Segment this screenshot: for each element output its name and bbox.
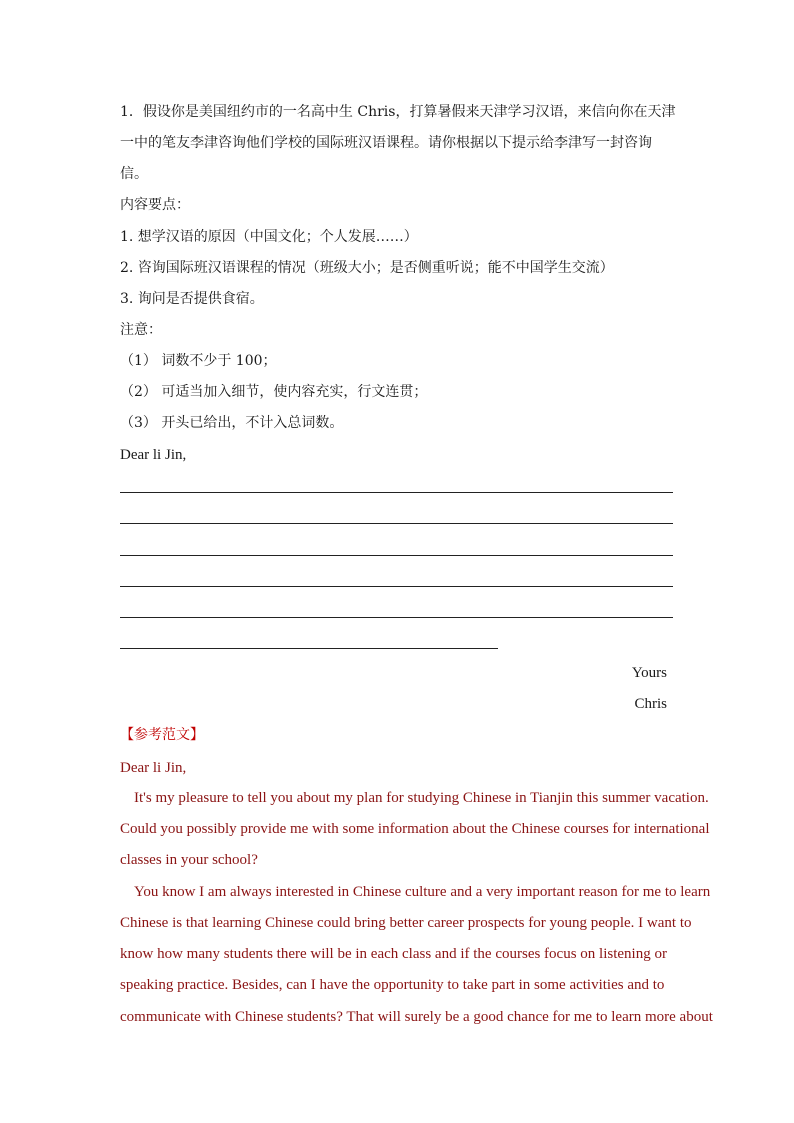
answer-line bbox=[120, 523, 673, 524]
question-line-1: 1．假设你是美国纽约市的一名高中生 Chris，打算暑假来天津学习汉语，来信向你在天津 bbox=[120, 104, 676, 120]
essay-line: Could you possibly provide me with some information about the Chinese courses for international bbox=[120, 821, 710, 837]
answer-line bbox=[120, 586, 673, 587]
note-1: （1） 词数不少于 100； bbox=[120, 353, 277, 369]
essay-line: Chinese is that learning Chinese could bring better career prospects for young people. I want to bbox=[120, 915, 692, 931]
answer-line bbox=[120, 617, 673, 618]
question-line-3: 信。 bbox=[120, 166, 148, 182]
essay-line: It's my pleasure to tell you about my plan for studying Chinese in Tianjin this summer vacation. bbox=[134, 790, 709, 806]
essay-line: know how many students there will be in each class and if the courses focus on listening or bbox=[120, 946, 667, 962]
content-point-3: 3. 询问是否提供食宿。 bbox=[120, 291, 264, 307]
notes-heading: 注意： bbox=[120, 322, 162, 338]
essay-line: You know I am always interested in Chinese culture and a very important reason for me to learn bbox=[134, 884, 711, 900]
essay-line: classes in your school? bbox=[120, 852, 258, 868]
essay-salutation: Dear li Jin, bbox=[120, 760, 187, 776]
essay-line: communicate with Chinese students? That will surely be a good chance for me to learn more about bbox=[120, 1009, 713, 1025]
content-points-heading: 内容要点： bbox=[120, 197, 190, 213]
note-3: （3） 开头已给出，不计入总词数。 bbox=[120, 415, 344, 431]
question-line-2: 一中的笔友李津咨询他们学校的国际班汉语课程。请你根据以下提示给李津写一封咨询 bbox=[120, 135, 652, 151]
note-2: （2） 可适当加入细节，使内容充实，行文连贯； bbox=[120, 384, 428, 400]
content-point-1: 1. 想学汉语的原因（中国文化；个人发展……） bbox=[120, 229, 418, 245]
letter-closing: Yours bbox=[631, 665, 667, 681]
answer-line bbox=[120, 555, 673, 556]
content-point-2: 2. 咨询国际班汉语课程的情况（班级大小；是否侧重听说；能不中国学生交流） bbox=[120, 260, 614, 276]
letter-signature: Chris bbox=[634, 696, 667, 712]
answer-line bbox=[120, 492, 673, 493]
essay-line: speaking practice. Besides, can I have the opportunity to take part in some activities and to bbox=[120, 977, 665, 993]
letter-salutation: Dear li Jin, bbox=[120, 447, 187, 463]
answer-line-short bbox=[120, 648, 498, 649]
reference-essay-heading: 【参考范文】 bbox=[120, 727, 204, 743]
